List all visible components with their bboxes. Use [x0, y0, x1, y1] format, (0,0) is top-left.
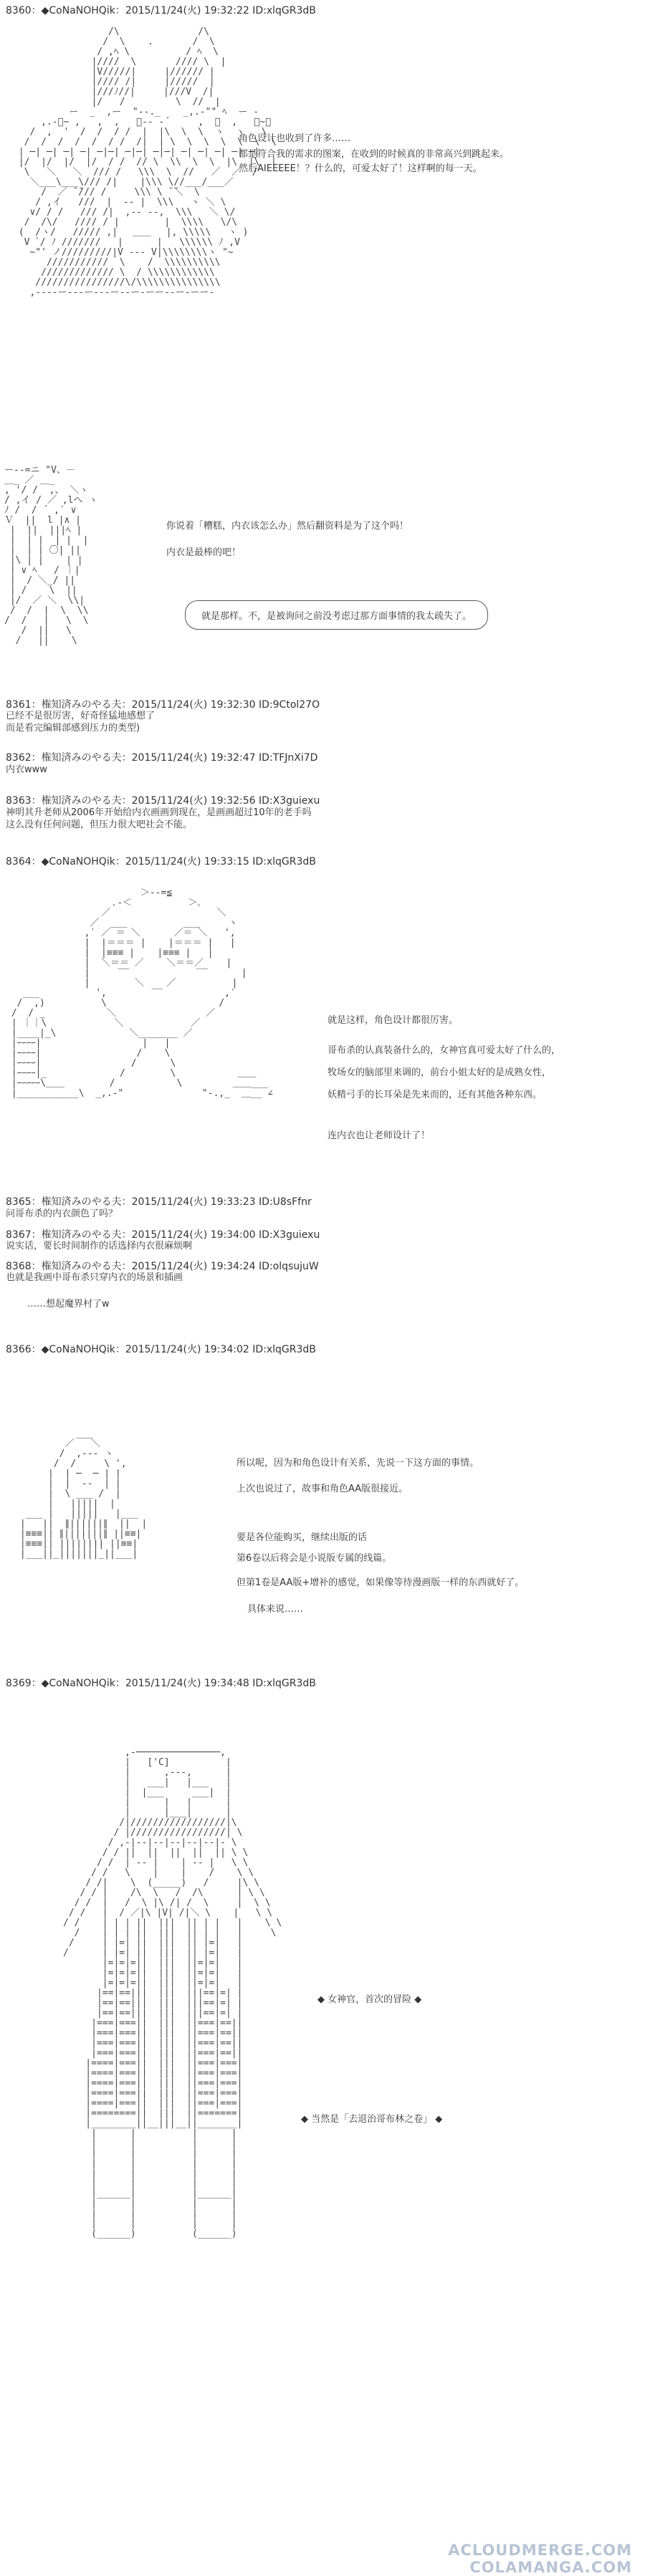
dialogue-line: ◆ 女神官，首次的冒险 ◆: [317, 1994, 422, 2005]
dialogue-line: 牧场女的脑部里来调的，前台小姐太好的是成熟女性，: [328, 1067, 552, 1078]
post-header-8362: 8362：権知済みのやる夫：2015/11/24(火) 19:32:47 ID:TFJnXi7D: [6, 752, 318, 764]
dialogue-line: 第6卷以后将会是小说版专属的线篇。: [236, 1553, 392, 1564]
ascii-art-figure: /\ /\ / \ . / \ / ,ﾍ \ / ﾍ \ |//// \ //// \ | |V/////| |////// | |//// /| |///// | |///ﾉ//| |///V /| |/ / \ // | ー _ ,ー "‐-._ _,.-"" ﾍ ー - ,.-ﾞ~ , , , ﾞ‐- ‐´ , ､ , ﾞ~､ / , ' / / / / | |\ \ \ ヽ ヽ \ / / / / / / / /| | \ \ \ \ \ \ \ | ─| ─| ─| ─| ─|─| ─|─| ─|─| ─| ─| ─| ─| ─| |/ |/ |/ |/ / / // \ \\ \ \ |\ |\ | \ ＼ ＼ /// / \\\ \ // ／ ／ / ＼___\___\/// /| |\\\ \//___/___／ / ／ ̄ ̄/// / \\\ \ ̄ ̄＼ \ / ,イ /// | ‐- | \\\ ヽ ＼ \ ∨/ / / /// /| ,-‐ ‐-, \\\ ＼ \/ / /\/ //// / | | \\\\ \/\ ( /ヽ/ ///// ,| ＿＿ |, \\\\\ ヽ ) V ﾞ/ ﾉ /////// | | \\\\\\ ﾉ ,V ~"' ノ/////////|V ‐-‐ V|\\\\\\\\ヽ "~ /////////// \ / \\\\\\\\\\ ///////////// \ / \\\\\\\\\\\\ ////////////////\/\\\\\\\\\\\\\\\ ,-‐--ー--‐ー‐--ー‐-ー‐ーー--ー-ーー‐: [18, 27, 277, 298]
post-body-line: 内衣www: [6, 764, 47, 775]
dialogue-line: 连内衣也让老师设计了！: [328, 1130, 431, 1141]
post-body-line: 而是看完编辑部感到压力的类型): [6, 723, 140, 734]
post-header-8368: 8368：権知済みのやる夫：2015/11/24(火) 19:34:24 ID:olqsujuW: [6, 1261, 319, 1272]
dialogue-line: 都是符合我的需求的图案，在收到的时候真的非常高兴到跳起来。: [239, 149, 510, 160]
watermark-line-1: ACLOUDMERGE.COM: [448, 2542, 632, 2559]
post-body-line: ……想起魔界村了w: [27, 1299, 110, 1309]
post-body-line: 已经不是很厉害，好奇怪猛地感想了: [6, 711, 156, 721]
post-header-8363: 8363：権知済みのやる夫：2015/11/24(火) 19:32:56 ID:X3guiexu: [6, 795, 320, 807]
speech-bubble: 就是那样。不，是被询问之前没考虑过那方面事情的我太疏失了。: [185, 600, 488, 630]
dialogue-line: 所以呢，因为和角色设计有关系，先说一下这方面的事情。: [236, 1458, 479, 1469]
post-header-8361: 8361：権知済みのやる夫：2015/11/24(火) 19:32:30 ID:9Ctol27O: [6, 699, 320, 711]
dialogue-line: 但第1卷是AA版+增补的感觉，如果像等待漫画版一样的东西就好了。: [236, 1577, 525, 1588]
post-header-8369: 8369：◆CoNaNOHQik：2015/11/24(火) 19:34:48 ID:xlqGR3dB: [6, 1678, 316, 1689]
post-body-line: 说实话，要长时间制作的话选择内衣很麻烦啊: [6, 1241, 193, 1251]
dialogue-line: 要是各位能购买，继续出版的话: [236, 1532, 368, 1543]
dialogue-line: 上次也说过了，故事和角色AA版很接近。: [236, 1484, 408, 1494]
post-header-8365: 8365：権知済みのやる夫：2015/11/24(火) 19:33:23 ID:U8sFfnr: [6, 1196, 312, 1208]
post-header-8360: 8360：◆CoNaNOHQik：2015/11/24(火) 19:32:22 ID:xlqGR3dB: [6, 5, 316, 16]
post-header-8367: 8367：権知済みのやる夫：2015/11/24(火) 19:34:00 ID:X3guiexu: [6, 1229, 320, 1241]
post-body-line: 这么没有任何问题，但压力很大吧社会不能。: [6, 820, 193, 830]
post-body-line: 问哥布杀的内衣颜色了吗？: [6, 1208, 118, 1219]
dialogue-line: 妖精弓手的长耳朵是先来而的，还有其他各种东西。: [328, 1090, 543, 1100]
post-header-8366: 8366：◆CoNaNOHQik：2015/11/24(火) 19:34:02 ID:xlqGR3dB: [6, 1344, 316, 1355]
watermark-line-2: COLAMANGA.COM: [469, 2559, 632, 2576]
dialogue-line: ◆ 当然是「去退治哥布林之卷」 ◆: [301, 2114, 443, 2125]
dialogue-line: 角色设计也收到了许多……: [239, 133, 351, 144]
ascii-art-character: ー-‐=ニ "V、－ ＿_ ／ ＿_ , '/ / ,、 ＼ヽ / ,イ / ／ ,lへ ヽ ﾉ / / ´ ,′ ∨ Ｖ || l |∧ | | || |||ﾍ | | | | | | | | | | 〇| || |\ | | | | | ∨ ﾍ / ｜| | / ＼_/ || | / \ || |/ ／ ＼ \\| / / | \ \\ / / | \ \ / || \ / || \: [4, 466, 98, 646]
post-header-8364: 8364：◆CoNaNOHQik：2015/11/24(火) 19:33:15 ID:xlqGR3dB: [6, 856, 316, 868]
dialogue-line: 哥布杀的认真装备什么的，女神官真可爱太好了什么的，: [328, 1045, 561, 1056]
post-body-line: 也就是我画中哥布杀只穿内衣的场景和插画: [6, 1272, 183, 1283]
dialogue-line: 具体来说……: [247, 1604, 304, 1615]
ascii-art-priestess-figure: ,-───────────────, | ['C] | | ,-‐-, | | ___| |___ | | |___ ___| | | | | | | |___| | /|/////////////////|\ / |/////////////////| \ / ,‐|‐‐|‐‐|‐‐|‐‐|‐‐|‐ \ / / || || || || || \ \ / / | ‐‐ | | ‐‐ | \ \ / / \ | | / \ \ / /| \ (_____) / |\ \ / / | /\ \ / /\ | \ \ / / | / \ |\ /| / \ | \ \ / / | / ／|\ |V| /|＼ \ | \ \ / / | | | || ||| || | | | \ \ / | | | || ||| || | | | \ / | |=| || ||| || |=| | / | |=| || ||| || |=| | |=|=|=|| ||| ||=|=| | |=|=|=|| ||| ||=|=| | |=|=|=|| ||| ||=|=| | |==|==||| ||| |||==|=| | |==|==||| ||| |||==|=| | |==|==||| ||| |||==|=| | |===|===|| ||| ||===|==|| |===|===|| ||| ||===|==|| |===|===|| ||| ||===|==|| |===|===|| ||| ||===|==|| |====|===|| ||| ||===|===| |====|===|| ||| ||===|===| |====|===|| ||| ||===|===| |====|===|| ||| ||===|===| |====|===|| ||| ||===|===| |========|| ||| ||=======| |________||__|||__||_______| | | | | | | | | | | | | | | | | | | | | | | | | |______| |______| | | | | | | | | | | | | (______) (______): [63, 1748, 282, 2239]
ascii-art-hooded-figure: ___ ／ ＼ / ,-‐‐ ヽ / / \ ', | | ─ ─ | | | | ‐‐ | | | \ ___ / | | ||||| | ___ | ||||| |___ | || ∥||||||∥ || | |≡≡≡|| ∥|||||||∥ ||≡≡| |≡≡≡|| |||||||| ||≡≡| |___||_|||||||_||___|: [19, 1429, 148, 1559]
ascii-art-masked-figure: ＞-‐=≦ ､-＜ ＞､ ／ ＼ ／ ___ ___ ヽ ,′ ／ ＝ ＼ ／＝ ＼ ', | |＝＝＝ | |＝＝＝ | | | |≡≡≡ | |≡≡≡ | | | ＼＝＝ ／ ＼＝＝／ | | ‾‾ ‾‾ | | ＼ ／ | ___ ', ‾‾ ,′ / ,) \ / / / _ ＼ ／ | ｜｜\ ＼ ／ |____|_\ ＼_______ ／ |ｰｰｰｰ| | | |ｰｰｰｰ| / \ |ｰｰｰｰ| / \ |ｰｰｰｰ|_ / \ ＿＿ |ｰｰｰｰｰ\＿＿ / \ ＿＿___ |___________\ _,.-" "-.,_ ＿__ ∠: [11, 888, 274, 1099]
dialogue-line: 就是这样，角色设计都很厉害。: [328, 1015, 459, 1026]
dialogue-line: 内衣是最棒的吧！: [166, 547, 242, 558]
dialogue-line: 你说着「糟糕，内衣该怎么办」然后翻资料是为了这个吗！: [166, 521, 409, 532]
dialogue-line: 然后AIEEEEE！？什么的，可爱太好了！这样啊的每一天。: [239, 163, 482, 174]
post-body-line: 神明其升老师从2006年开始给内衣画画到现在，是画画超过10年的老手吗: [6, 807, 312, 818]
